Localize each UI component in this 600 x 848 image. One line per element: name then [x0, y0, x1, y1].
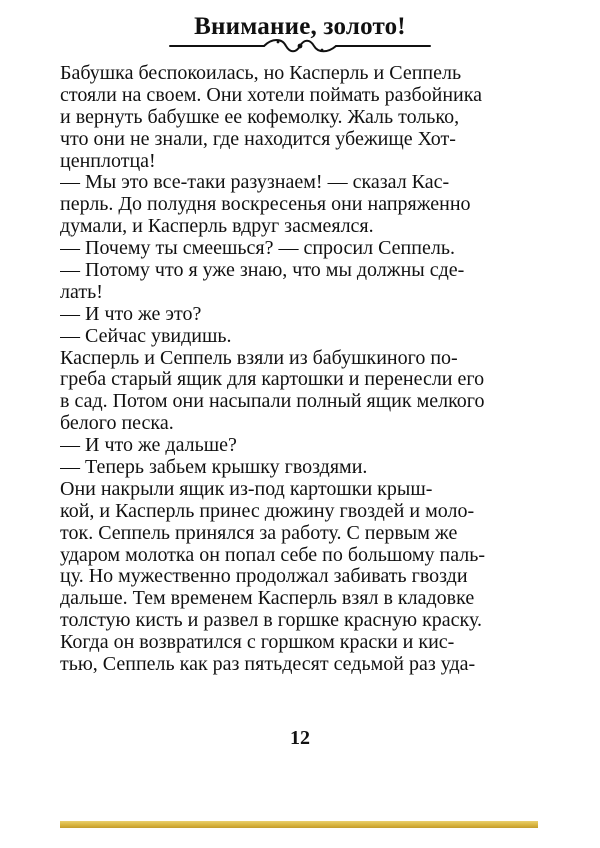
text-line: лать! [60, 281, 103, 303]
text-line: — Сейчас увидишь. [60, 325, 232, 347]
text-line: Они накрыли ящик из-под картошки крыш- [60, 478, 433, 500]
text-line: в сад. Потом они насыпали полный ящик мелкого [60, 391, 485, 413]
text-line: — Почему ты смеешься? — спросил Сеппель. [60, 238, 455, 260]
text-line: белого песка. [60, 413, 174, 435]
text-line: тью, Сеппель как раз пятьдесят седьмой раз уда- [60, 654, 476, 676]
text-line: — Потому что я уже знаю, что мы должны сде- [60, 260, 465, 282]
text-line: — Мы это все-таки разузнаем! — сказал Кас- [60, 172, 450, 194]
text-line: и вернуть бабушке ее кофемолку. Жаль только, [60, 106, 460, 128]
text-line: ценплотца! [60, 150, 156, 172]
scroll-flourish-icon [168, 38, 432, 54]
text-line: дальше. Тем временем Касперль взял в кладовке [60, 588, 475, 610]
text-line: ток. Сеппель принялся за работу. С первым же [60, 522, 458, 544]
text-line: ударом молотка он попал себе по большому паль- [60, 544, 486, 566]
text-line: Когда он возвратился с горшком краски и кис- [60, 632, 455, 654]
chapter-title: Внимание, золото! [194, 13, 406, 40]
text-line: — И что же это? [60, 303, 202, 325]
text-line: стояли на своем. Они хотели поймать разбойника [60, 84, 483, 106]
text-line: цу. Но мужественно продолжал забивать гвозди [60, 566, 468, 588]
text-line: толстую кисть и развел в горшке красную краску. [60, 610, 482, 632]
text-line: Касперль и Сеппель взяли из бабушкиного по- [60, 347, 458, 369]
text-line: кой, и Касперль принес дюжину гвоздей и моло- [60, 500, 475, 522]
footer-decorative-bar [60, 821, 538, 828]
body-text [60, 63, 528, 676]
text-line: думали, и Касперль вдруг засмеялся. [60, 216, 374, 238]
text-line: Бабушка беспокоилась, но Касперль и Сеппель [60, 63, 462, 84]
text-line: перль. До полудня воскресенья они напряженно [60, 194, 471, 216]
page-number: 12 [290, 727, 310, 749]
text-line: что они не знали, где находится убежище Хот- [60, 128, 456, 150]
text-line: — И что же дальше? [60, 435, 237, 457]
text-line: — Теперь забьем крышку гвоздями. [60, 457, 368, 479]
text-line: греба старый ящик для картошки и перенесли его [60, 369, 485, 391]
